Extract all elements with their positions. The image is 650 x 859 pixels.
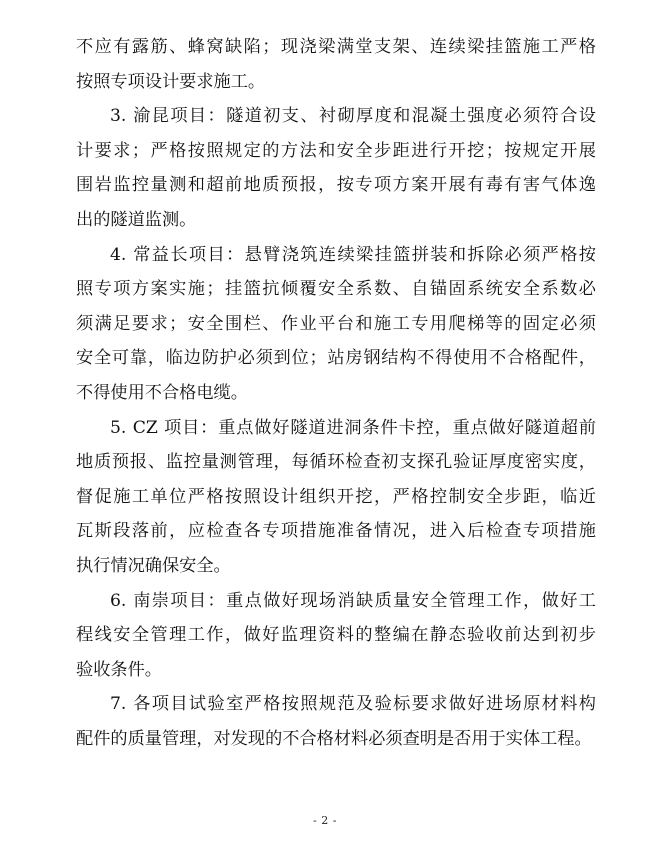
text-line: 地质预报、监控量测管理，每循环检查初支探孔验证厚度密实度，: [76, 452, 596, 473]
page-number: - 2 -: [313, 814, 337, 827]
text-line: 7. 各项目试验室严格按照规范及验标要求做好进场原材料构: [110, 694, 596, 715]
paragraph-item-5: [76, 411, 596, 584]
text-line: 围岩监控量测和超前地质预报，按专项方案开展有毒有害气体逸: [76, 175, 596, 196]
text-line: 4. 常益长项目：悬臂浇筑连续梁挂篮拼装和拆除必须严格按: [110, 244, 596, 265]
text-line: 计要求；严格按照规定的方法和安全步距进行开挖；按规定开展: [76, 140, 596, 161]
paragraph-item-3: [76, 99, 596, 237]
text-line: 6. 南崇项目：重点做好现场消缺质量安全管理工作，做好工: [110, 590, 596, 611]
text-line: 5. CZ 项目：重点做好隧道进洞条件卡控，重点做好隧道超前: [110, 417, 596, 438]
text-line: 须满足要求；安全围栏、作业平台和施工专用爬梯等的固定必须: [76, 313, 596, 334]
text-line: 3. 渝昆项目：隧道初支、衬砌厚度和混凝土强度必须符合设: [110, 106, 596, 127]
text-line: 照专项方案实施；挂篮抗倾覆安全系数、自锚固系统安全系数必: [76, 279, 596, 300]
text-line: 程线安全管理工作，做好监理资料的整编在静态验收前达到初步: [76, 625, 596, 646]
text-line: 瓦斯段落前，应检查各专项措施准备情况，进入后检查专项措施: [76, 521, 596, 542]
text-line: 督促施工单位严格按照设计组织开挖，严格控制安全步距，临近: [76, 486, 596, 507]
paragraph-item-4: [76, 238, 596, 411]
paragraph-item-7: [76, 687, 596, 756]
paragraph-item-6: [76, 584, 596, 688]
paragraph-continuation: [76, 30, 596, 99]
text-line: 按照专项设计要求施工。: [76, 71, 266, 92]
document-body: [76, 30, 596, 756]
text-line: 配件的质量管理，对发现的不合格材料必须查明是否用于实体工程。: [76, 728, 592, 749]
text-line: 安全可靠，临边防护必须到位；站房钢结构不得使用不合格配件，: [76, 348, 596, 369]
text-line: 执行情况确保安全。: [76, 555, 231, 576]
text-line: 不得使用不合格电缆。: [76, 382, 248, 403]
text-line: 不应有露筋、蜂窝缺陷；现浇梁满堂支架、连续梁挂篮施工严格: [76, 37, 596, 57]
text-line: 验收条件。: [76, 659, 162, 680]
text-line: 出的隧道监测。: [76, 209, 197, 230]
